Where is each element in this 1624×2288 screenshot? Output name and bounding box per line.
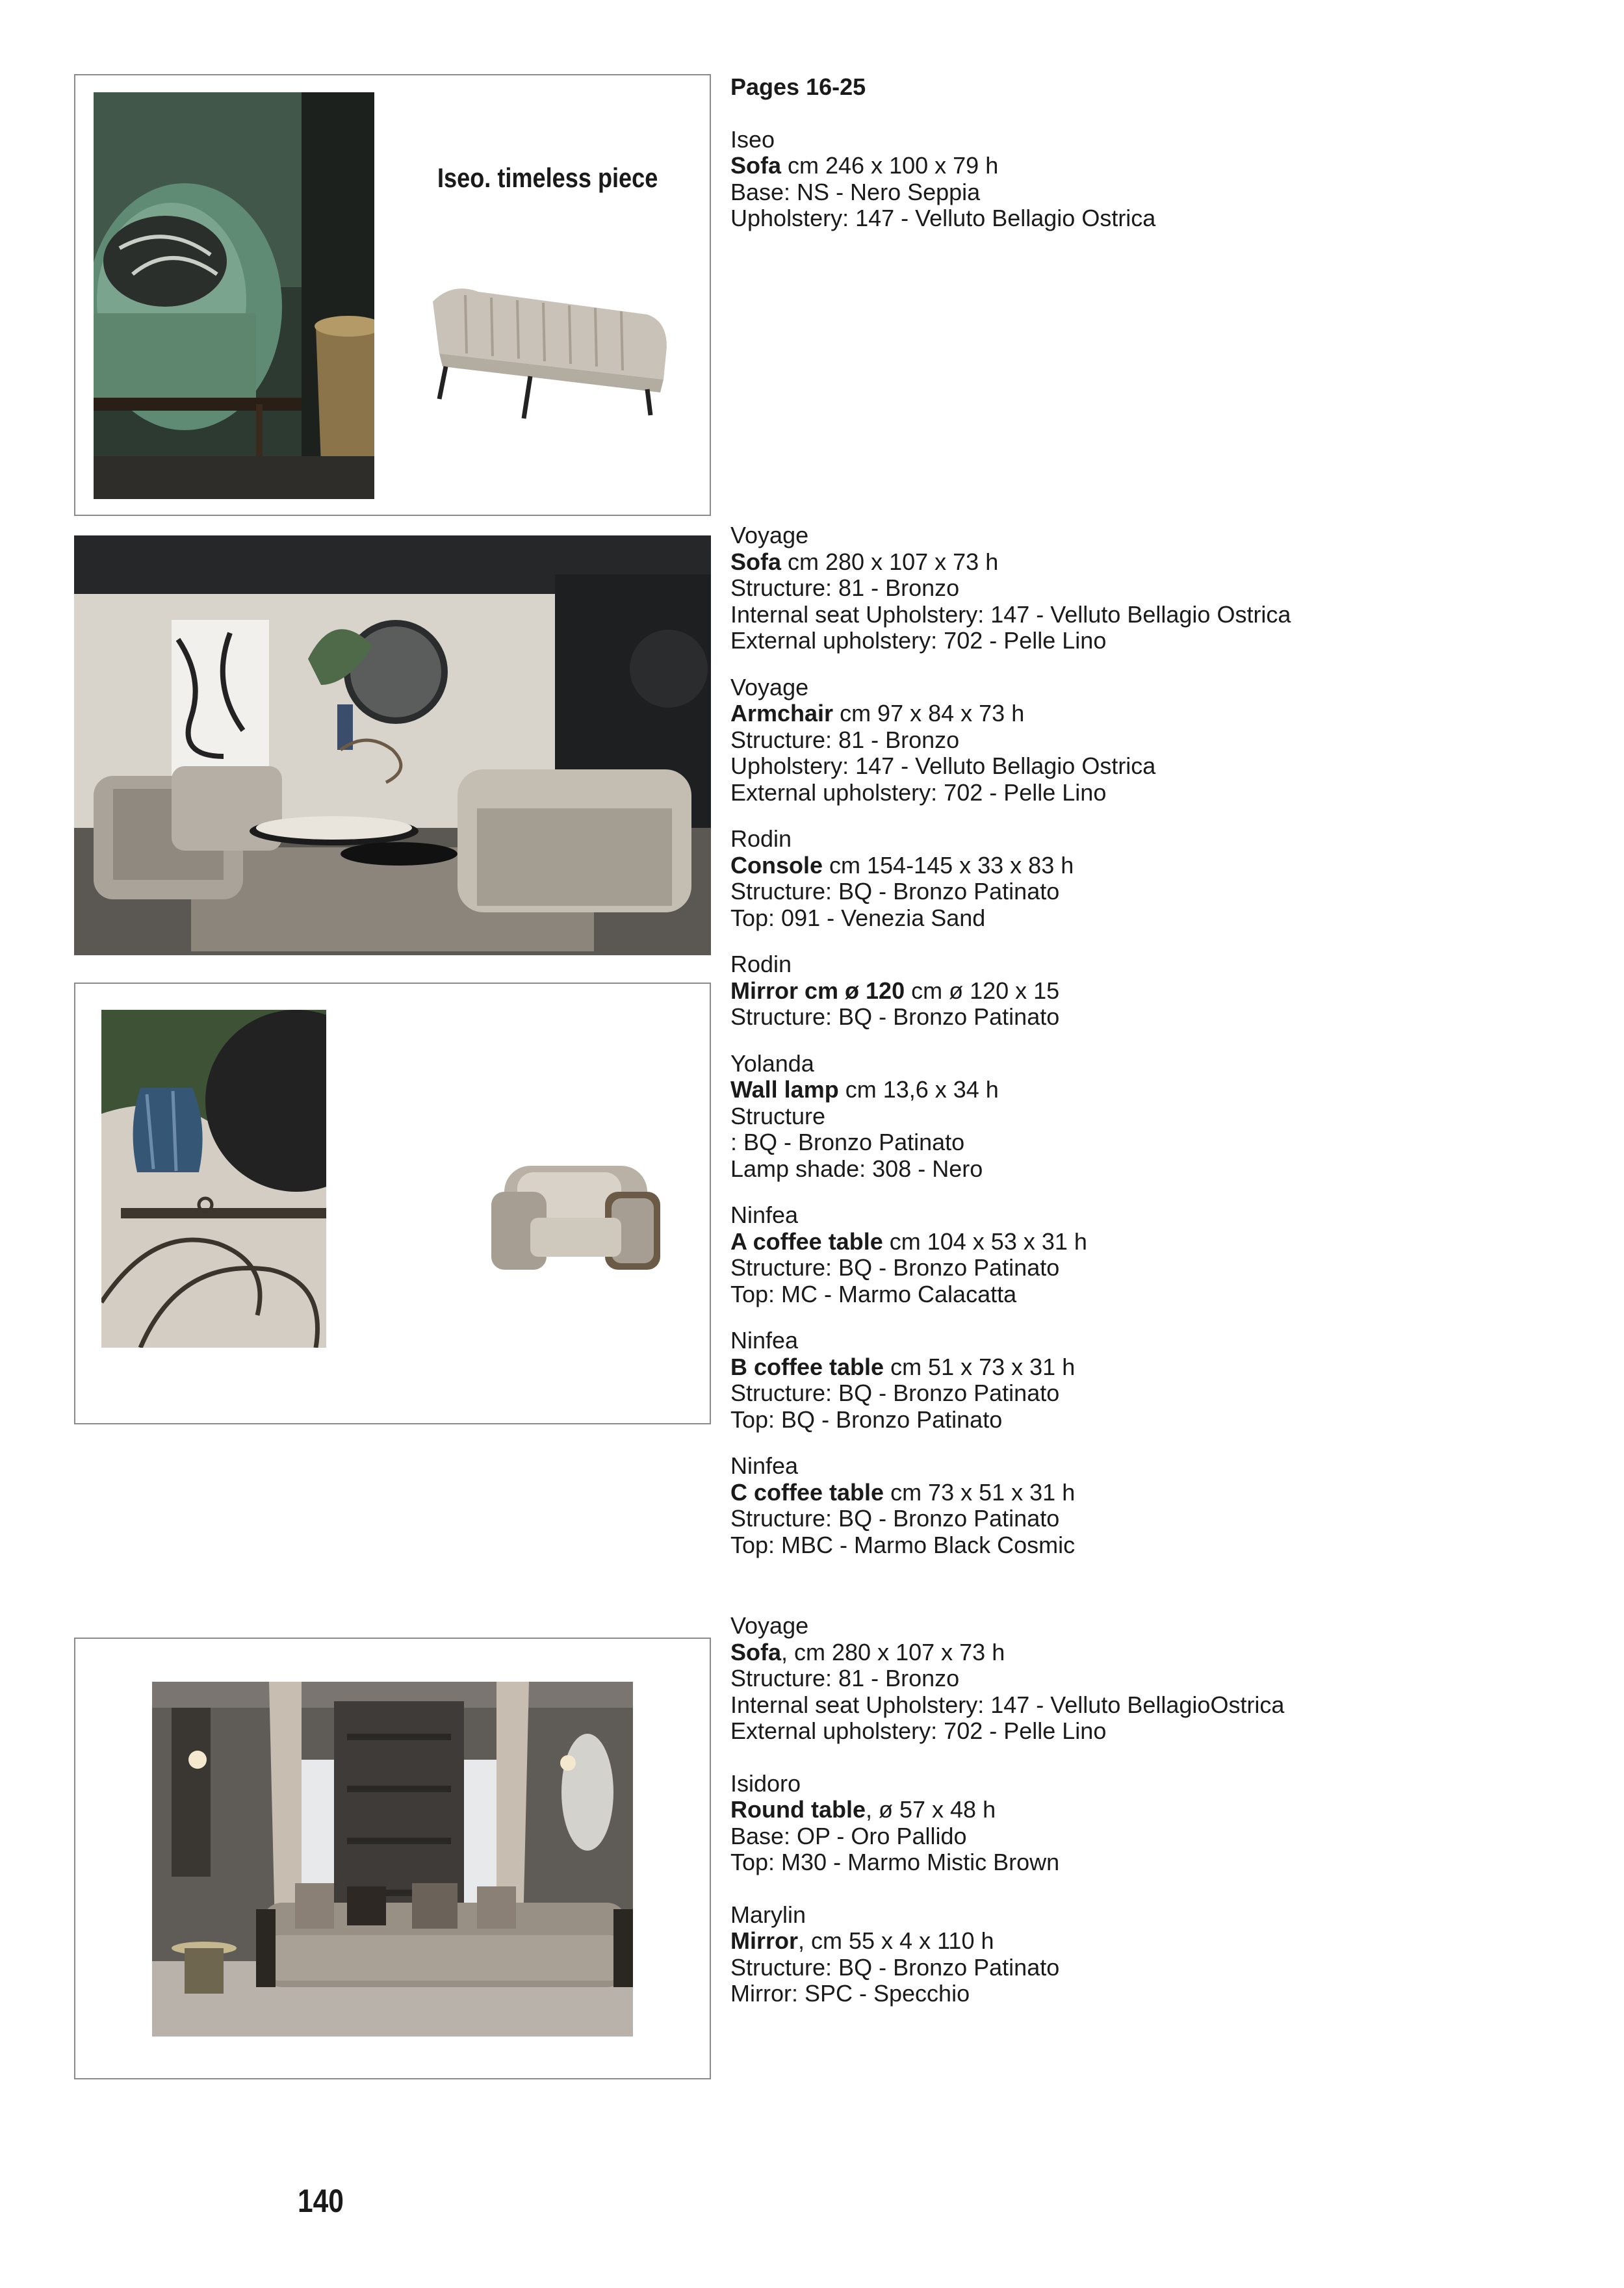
entry-dims: cm 13,6 x 34 h (838, 1076, 999, 1103)
entry-line: Structure: BQ - Bronzo Patinato (730, 1254, 1060, 1281)
entry-line: External upholstery: 702 - Pelle Lino (730, 1717, 1107, 1744)
section1-text (730, 74, 1575, 232)
entry-dims: , cm 55 x 4 x 110 h (798, 1927, 994, 1954)
entry-line: Top: BQ - Bronzo Patinato (730, 1406, 1003, 1433)
entry-line: Top: M30 - Marmo Mistic Brown (730, 1849, 1060, 1875)
entry-name: Voyage (730, 1612, 809, 1639)
entry-voyage-sofa (730, 522, 1575, 654)
voyage-living-room-photo (74, 535, 711, 955)
section2-text (730, 522, 1575, 1558)
entry-dims: cm 51 x 73 x 31 h (884, 1353, 1076, 1380)
iseo-caption: Iseo. timeless piece (437, 162, 658, 193)
voyage-armchair-product-photo (478, 1146, 667, 1296)
entry-item: Console (730, 851, 823, 879)
entry-yolanda-wall-lamp (730, 1051, 1575, 1183)
entry-line: External upholstery: 702 - Pelle Lino (730, 627, 1107, 654)
entry-marylin-mirror (730, 1902, 1575, 2007)
entry-dims: cm 246 x 100 x 79 h (781, 152, 999, 179)
entry-dims: cm 154-145 x 33 x 83 h (823, 851, 1074, 879)
voyage-details-frame (74, 983, 711, 1424)
entry-line: Top: MC - Marmo Calacatta (730, 1280, 1017, 1307)
entry-dims: cm ø 120 x 15 (905, 977, 1060, 1004)
pages-heading: Pages 16-25 (730, 73, 866, 100)
entry-line: Top: MBC - Marmo Black Cosmic (730, 1531, 1076, 1558)
entry-item: Sofa (730, 152, 782, 179)
entry-name: Ninfea (730, 1202, 799, 1228)
entry-line: Structure (730, 1102, 826, 1129)
iseo-sofa-product-photo (426, 276, 673, 431)
entry-item: Mirror cm ø 120 (730, 977, 905, 1004)
entry-name: Yolanda (730, 1049, 814, 1077)
entry-item: Wall lamp (730, 1076, 839, 1103)
entry-item: Mirror (730, 1927, 799, 1954)
iseo-image-frame (74, 74, 711, 516)
entry-name: Marylin (730, 1901, 806, 1928)
entry-rodin-console (730, 826, 1575, 931)
entry-dims: cm 280 x 107 x 73 h (781, 548, 999, 575)
entry-line: Upholstery: 147 - Velluto Bellagio Ostrica (730, 205, 1156, 231)
entry-line: Internal seat Upholstery: 147 - Velluto BellagioOstrica (730, 1691, 1285, 1718)
entry-line: Structure: 81 - Bronzo (730, 1665, 960, 1691)
entry-name: Voyage (730, 522, 809, 548)
entry-name: Rodin (730, 951, 792, 977)
entry-dims: , ø 57 x 48 h (865, 1796, 996, 1823)
entry-line: Base: NS - Nero Seppia (730, 178, 981, 205)
entry-dims: cm 104 x 53 x 31 h (883, 1228, 1087, 1255)
entry-line: Base: OP - Oro Pallido (730, 1822, 967, 1849)
entry-line: Structure: BQ - Bronzo Patinato (730, 1380, 1060, 1406)
entry-item: A coffee table (730, 1228, 883, 1255)
entry-voyage-armchair (730, 675, 1575, 806)
entry-line: External upholstery: 702 - Pelle Lino (730, 778, 1107, 806)
entry-item: C coffee table (730, 1478, 884, 1506)
entry-dims: , cm 280 x 107 x 73 h (781, 1638, 1005, 1665)
voyage-sofa-room-frame (74, 1638, 711, 2079)
entry-item: B coffee table (730, 1353, 884, 1380)
entry-ninfea-b-coffee-table (730, 1328, 1575, 1433)
entry-item: Armchair (730, 700, 834, 726)
entry-line: Lamp shade: 308 - Nero (730, 1155, 983, 1182)
entry-line: Upholstery: 147 - Velluto Bellagio Ostrica (730, 752, 1156, 779)
voyage-sofa-room-photo (152, 1682, 633, 2037)
entry-rodin-mirror (730, 951, 1575, 1031)
entry-line: Mirror: SPC - Specchio (730, 1980, 970, 2007)
entry-isidoro-round-table (730, 1771, 1575, 1876)
entry-line: Structure: 81 - Bronzo (730, 726, 960, 753)
entry-voyage-sofa-2 (730, 1613, 1575, 1745)
section3-text (730, 1613, 1575, 2007)
entry-line: Top: 091 - Venezia Sand (730, 904, 986, 931)
entry-name: Isidoro (730, 1769, 801, 1797)
console-vase-detail-photo (101, 1010, 326, 1348)
entry-item: Sofa (730, 548, 782, 575)
entry-name: Ninfea (730, 1327, 799, 1354)
entry-dims: cm 73 x 51 x 31 h (884, 1478, 1076, 1506)
page-number: 140 (298, 2183, 344, 2219)
entry-item: Sofa (730, 1638, 782, 1665)
entry-name: Rodin (730, 825, 792, 852)
entry-line: Structure: 81 - Bronzo (730, 574, 960, 601)
entry-ninfea-c-coffee-table (730, 1453, 1575, 1558)
entry-line: Structure: BQ - Bronzo Patinato (730, 1505, 1060, 1532)
entry-name: Ninfea (730, 1452, 799, 1479)
entry-ninfea-a-coffee-table (730, 1202, 1575, 1307)
entry-line: Internal seat Upholstery: 147 - Velluto Bellagio Ostrica (730, 600, 1291, 628)
entry-dims: cm 97 x 84 x 73 h (833, 700, 1025, 726)
iseo-green-sofa-photo (94, 92, 374, 499)
entry-line: Structure: BQ - Bronzo Patinato (730, 878, 1060, 905)
entry-line: Structure: BQ - Bronzo Patinato (730, 1953, 1060, 1981)
entry-line: : BQ - Bronzo Patinato (730, 1129, 965, 1155)
entry-item: Round table (730, 1796, 866, 1823)
entry-name: Iseo (730, 125, 775, 153)
entry-line: Structure: BQ - Bronzo Patinato (730, 1003, 1060, 1030)
entry-name: Voyage (730, 673, 809, 701)
entry-iseo-sofa (730, 127, 1575, 232)
